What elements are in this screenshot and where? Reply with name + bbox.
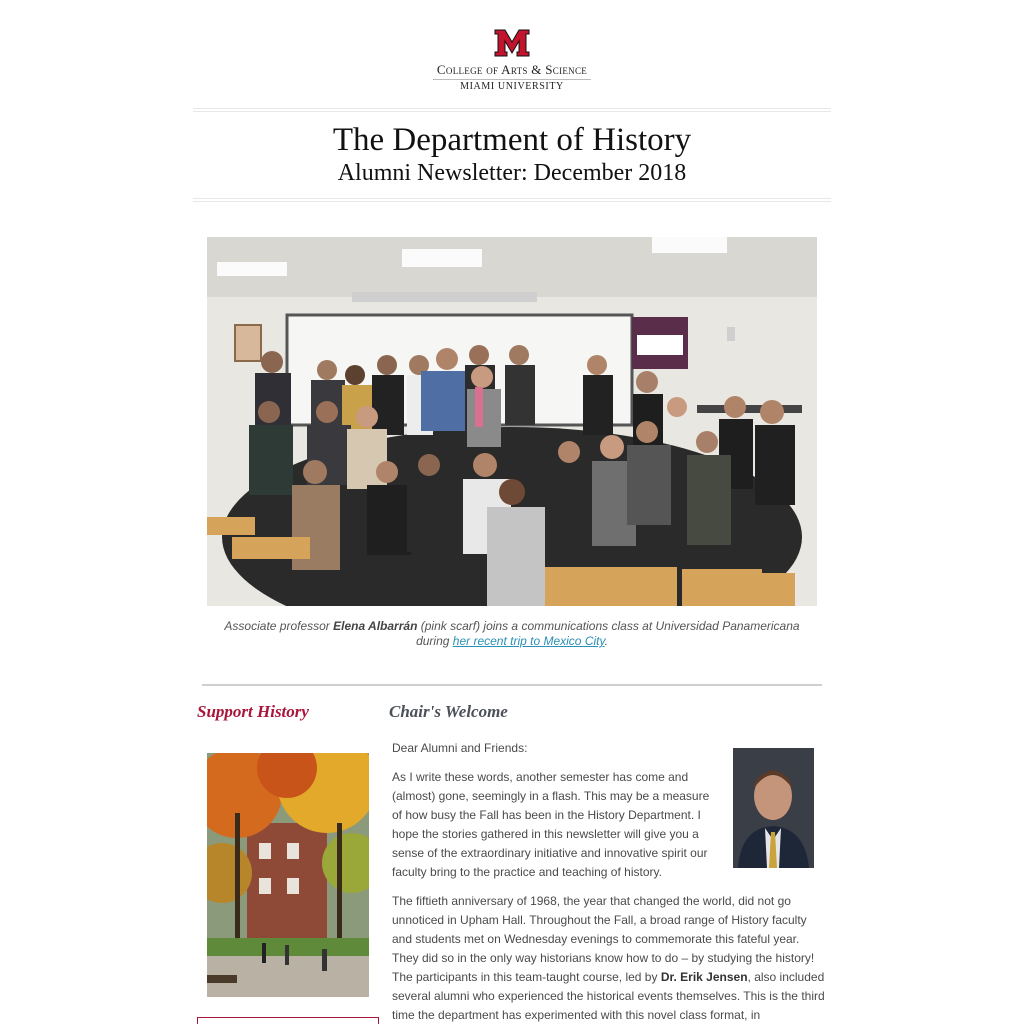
header-bottom-rule xyxy=(193,198,831,202)
para2-end: , also included several alumni who experienced the historical events themselves. This is the third time the department has experimented with this novel class format, in xyxy=(392,970,825,1022)
logo-college-name: College of Arts & Science xyxy=(433,62,591,80)
para2-start: The fiftieth anniversary of 1968, the year that changed the world, did not go unnoticed in Upham Hall. Throughout the Fall, a broad range of History faculty and students met on Wednesday evenings to commemorate this fateful year. They did so in the only way historians know how to do – by studying the history! The participants in this team-taught course, led by xyxy=(392,894,815,984)
mexico-trip-link[interactable]: her recent trip to Mexico City xyxy=(452,634,605,648)
header-top-rule xyxy=(193,108,831,112)
college-logo[interactable] xyxy=(412,28,612,92)
chairs-welcome-heading: Chair's Welcome xyxy=(389,702,508,721)
caption-name: Elena Albarrán xyxy=(333,619,418,633)
caption-middle: (pink scarf) joins a communications class at Universidad Panamericana during xyxy=(416,619,800,648)
miami-m-logo-icon xyxy=(493,28,531,58)
caption-prefix: Associate professor xyxy=(224,619,334,633)
hero-class-photo[interactable] xyxy=(207,237,817,606)
page-title: The Department of History xyxy=(332,122,692,158)
letter-paragraph-2 xyxy=(392,892,828,1024)
logo-university-name: MIAMI UNIVERSITY xyxy=(460,81,564,92)
section-divider xyxy=(202,684,822,686)
support-history-heading[interactable]: Support History xyxy=(197,702,309,721)
letter-paragraph-1: As I write these words, another semester has come and (almost) gone, seemingly in a flash. This may be a measure of how busy the Fall has been in the History Department. I hope the stories gathered in this newsletter will give you a sense of the extraordinary initiative and innovative spirit our faculty bring to the practice and teaching of history. xyxy=(392,770,710,879)
hero-caption xyxy=(207,619,817,649)
newsletter-subtitle: Alumni Newsletter: December 2018 xyxy=(337,160,687,186)
letter-greeting: Dear Alumni and Friends: xyxy=(392,741,528,755)
campus-autumn-photo[interactable] xyxy=(207,753,369,997)
chair-letter xyxy=(392,739,828,1024)
para2-name: Dr. Erik Jensen xyxy=(660,970,748,984)
caption-suffix: . xyxy=(604,634,608,648)
support-history-box[interactable] xyxy=(197,1017,379,1024)
